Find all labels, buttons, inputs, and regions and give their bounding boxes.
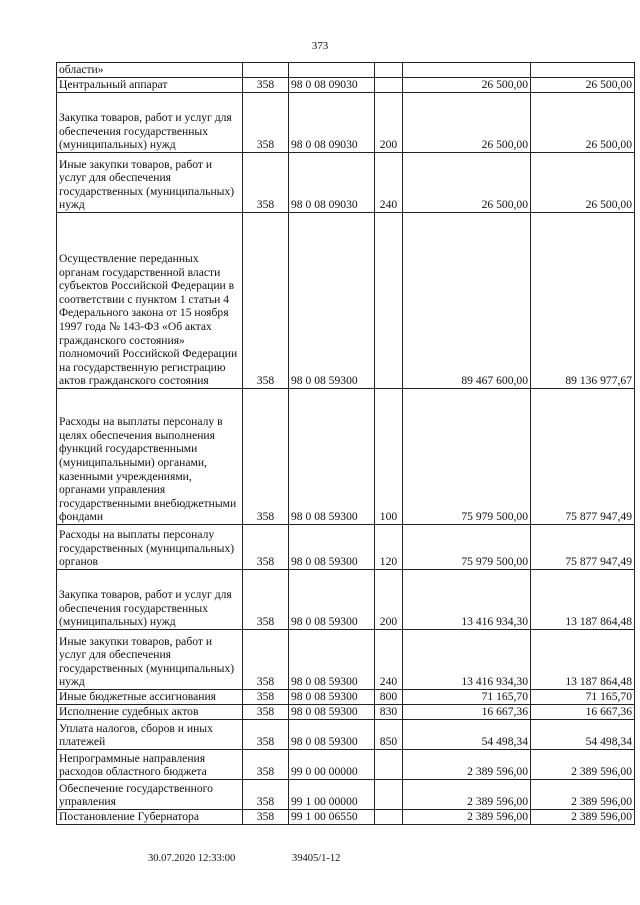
row-amount-2: 75 877 947,49 bbox=[531, 525, 635, 570]
row-vr: 240 bbox=[375, 630, 403, 690]
row-csr: 99 1 00 06550 bbox=[289, 810, 375, 825]
row-csr: 98 0 08 09030 bbox=[289, 78, 375, 93]
row-amount-1: 26 500,00 bbox=[403, 93, 531, 153]
row-vr: 800 bbox=[375, 690, 403, 705]
footer-datetime: 30.07.2020 12:33:00 bbox=[148, 853, 236, 864]
row-name: Постановление Губернатора bbox=[57, 810, 243, 825]
table-row bbox=[57, 389, 635, 525]
row-vr: 240 bbox=[375, 153, 403, 213]
row-amount-1: 89 467 600,00 bbox=[403, 213, 531, 389]
row-vr bbox=[375, 213, 403, 389]
row-amount-2: 16 667,36 bbox=[531, 705, 635, 720]
table-row bbox=[57, 705, 635, 720]
row-csr: 98 0 08 09030 bbox=[289, 153, 375, 213]
row-vr bbox=[375, 780, 403, 810]
row-csr: 98 0 08 59300 bbox=[289, 690, 375, 705]
row-ministry: 358 bbox=[243, 389, 289, 525]
row-ministry: 358 bbox=[243, 525, 289, 570]
row-name: Непрограммные направления расходов областного бюджета bbox=[57, 750, 243, 780]
row-amount-1 bbox=[403, 63, 531, 78]
row-amount-2: 26 500,00 bbox=[531, 78, 635, 93]
row-amount-1: 54 498,34 bbox=[403, 720, 531, 750]
row-name: Обеспечение государственного управления bbox=[57, 780, 243, 810]
table-row bbox=[57, 153, 635, 213]
page-number: 373 bbox=[311, 40, 329, 52]
row-amount-2: 2 389 596,00 bbox=[531, 750, 635, 780]
row-name: Расходы на выплаты персоналу в целях обеспечения выполнения функций государственными (муниципальными) органами, казенными учреждениями, органами управления государственными внебюджетными фондами bbox=[57, 389, 243, 525]
row-amount-1: 71 165,70 bbox=[403, 690, 531, 705]
budget-table bbox=[56, 62, 635, 825]
table-row bbox=[57, 213, 635, 389]
row-amount-2: 75 877 947,49 bbox=[531, 389, 635, 525]
row-name: области» bbox=[57, 63, 243, 78]
row-amount-2: 2 389 596,00 bbox=[531, 810, 635, 825]
row-csr: 98 0 08 59300 bbox=[289, 570, 375, 630]
row-name: Закупка товаров, работ и услуг для обеспечения государственных (муниципальных) нужд bbox=[57, 93, 243, 153]
row-amount-2 bbox=[531, 63, 635, 78]
row-name: Центральный аппарат bbox=[57, 78, 243, 93]
row-amount-2: 2 389 596,00 bbox=[531, 780, 635, 810]
row-ministry: 358 bbox=[243, 78, 289, 93]
row-amount-2: 26 500,00 bbox=[531, 153, 635, 213]
row-ministry: 358 bbox=[243, 213, 289, 389]
row-amount-1: 2 389 596,00 bbox=[403, 780, 531, 810]
table-row bbox=[57, 690, 635, 705]
row-amount-2: 71 165,70 bbox=[531, 690, 635, 705]
row-name: Иные закупки товаров, работ и услуг для обеспечения государственных (муниципальных) нужд bbox=[57, 630, 243, 690]
row-vr bbox=[375, 810, 403, 825]
row-amount-2: 26 500,00 bbox=[531, 93, 635, 153]
row-ministry: 358 bbox=[243, 93, 289, 153]
row-ministry: 358 bbox=[243, 705, 289, 720]
row-csr: 99 1 00 00000 bbox=[289, 780, 375, 810]
table-row bbox=[57, 750, 635, 780]
row-ministry bbox=[243, 63, 289, 78]
row-ministry: 358 bbox=[243, 810, 289, 825]
footer-doc-number: 39405/1-12 bbox=[292, 853, 341, 864]
row-name: Иные закупки товаров, работ и услуг для обеспечения государственных (муниципальных) нужд bbox=[57, 153, 243, 213]
row-csr: 98 0 08 59300 bbox=[289, 705, 375, 720]
row-vr bbox=[375, 78, 403, 93]
row-vr: 100 bbox=[375, 389, 403, 525]
row-csr: 98 0 08 59300 bbox=[289, 525, 375, 570]
row-name: Закупка товаров, работ и услуг для обеспечения государственных (муниципальных) нужд bbox=[57, 570, 243, 630]
row-ministry: 358 bbox=[243, 750, 289, 780]
row-amount-1: 2 389 596,00 bbox=[403, 810, 531, 825]
row-ministry: 358 bbox=[243, 630, 289, 690]
row-csr: 98 0 08 59300 bbox=[289, 389, 375, 525]
row-vr bbox=[375, 750, 403, 780]
table-row bbox=[57, 93, 635, 153]
table-row bbox=[57, 630, 635, 690]
row-csr bbox=[289, 63, 375, 78]
row-name: Расходы на выплаты персоналу государственных (муниципальных) органов bbox=[57, 525, 243, 570]
row-ministry: 358 bbox=[243, 720, 289, 750]
table-row bbox=[57, 780, 635, 810]
row-name: Иные бюджетные ассигнования bbox=[57, 690, 243, 705]
row-ministry: 358 bbox=[243, 690, 289, 705]
row-amount-1: 75 979 500,00 bbox=[403, 525, 531, 570]
table-row bbox=[57, 720, 635, 750]
row-amount-1: 13 416 934,30 bbox=[403, 630, 531, 690]
row-vr: 200 bbox=[375, 93, 403, 153]
row-csr: 99 0 00 00000 bbox=[289, 750, 375, 780]
row-name: Осуществление переданных органам государственной власти субъектов Российской Федерации в соответствии с пунктом 1 статьи 4 Федерального закона от 15 ноября 1997 года № 143-ФЗ «Об актах гражданского состояния» полномочий Российской Федерации на государственную регистрацию актов гражданского состояния bbox=[57, 213, 243, 389]
table-row bbox=[57, 525, 635, 570]
row-csr: 98 0 08 59300 bbox=[289, 213, 375, 389]
table-row bbox=[57, 78, 635, 93]
row-amount-1: 2 389 596,00 bbox=[403, 750, 531, 780]
row-amount-2: 13 187 864,48 bbox=[531, 630, 635, 690]
row-ministry: 358 bbox=[243, 780, 289, 810]
row-ministry: 358 bbox=[243, 570, 289, 630]
row-vr: 120 bbox=[375, 525, 403, 570]
row-ministry: 358 bbox=[243, 153, 289, 213]
row-amount-1: 16 667,36 bbox=[403, 705, 531, 720]
row-vr: 200 bbox=[375, 570, 403, 630]
table-row bbox=[57, 570, 635, 630]
table-row bbox=[57, 810, 635, 825]
row-amount-2: 89 136 977,67 bbox=[531, 213, 635, 389]
row-amount-1: 75 979 500,00 bbox=[403, 389, 531, 525]
row-csr: 98 0 08 09030 bbox=[289, 93, 375, 153]
row-vr bbox=[375, 63, 403, 78]
row-csr: 98 0 08 59300 bbox=[289, 630, 375, 690]
table-row bbox=[57, 63, 635, 78]
row-name: Уплата налогов, сборов и иных платежей bbox=[57, 720, 243, 750]
row-amount-1: 26 500,00 bbox=[403, 78, 531, 93]
row-csr: 98 0 08 59300 bbox=[289, 720, 375, 750]
row-amount-1: 13 416 934,30 bbox=[403, 570, 531, 630]
row-amount-2: 13 187 864,48 bbox=[531, 570, 635, 630]
row-amount-2: 54 498,34 bbox=[531, 720, 635, 750]
row-amount-1: 26 500,00 bbox=[403, 153, 531, 213]
row-name: Исполнение судебных актов bbox=[57, 705, 243, 720]
row-vr: 850 bbox=[375, 720, 403, 750]
row-vr: 830 bbox=[375, 705, 403, 720]
